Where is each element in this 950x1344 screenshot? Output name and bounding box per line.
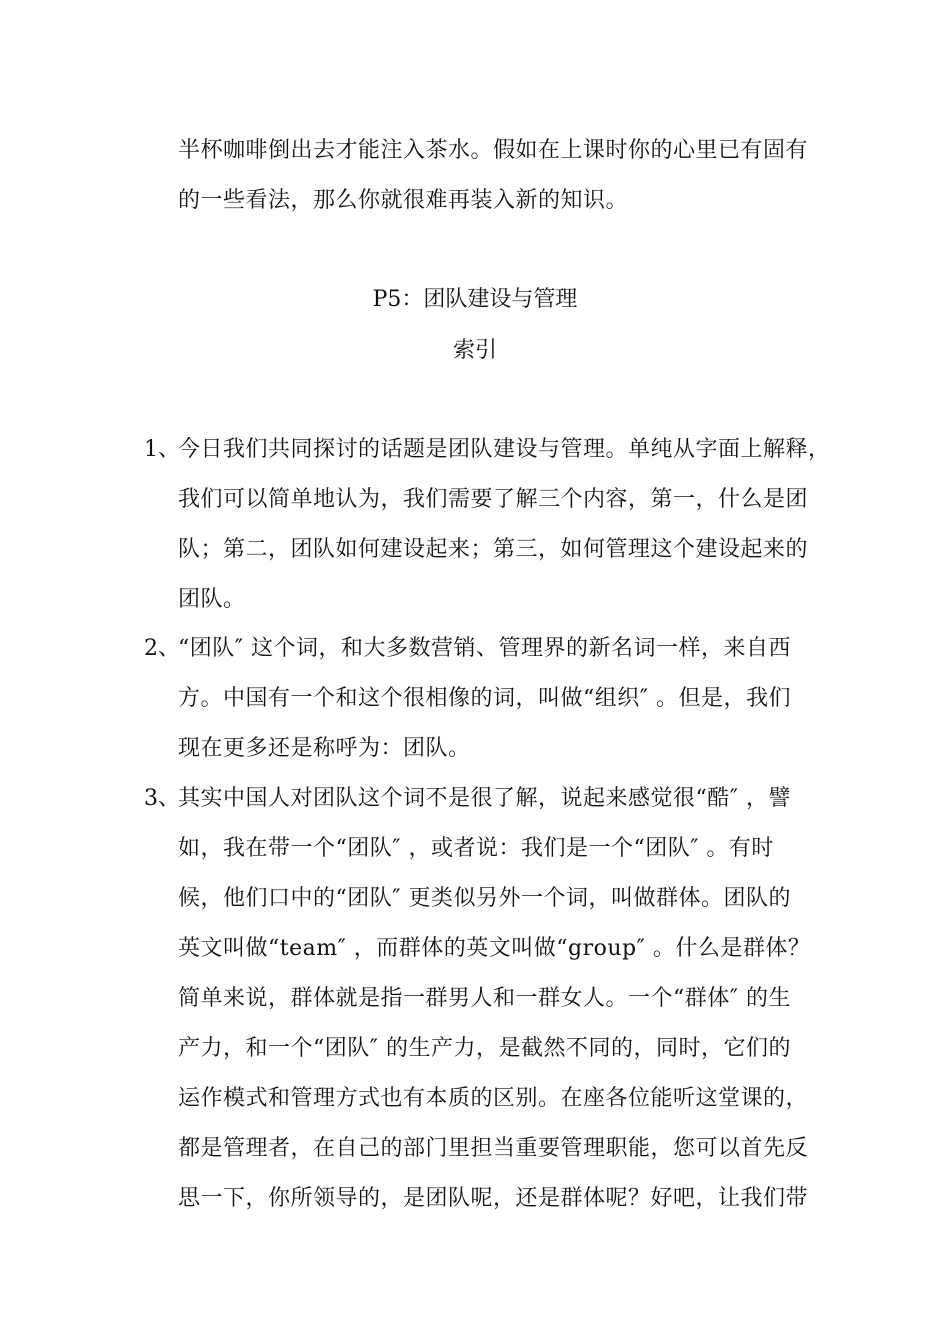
item-1-line-3: 队；第二，团队如何建设起来；第三，如何管理这个建设起来的 [178, 537, 809, 562]
item-2-line-2: 方。中国有一个和这个很相像的词，叫做“组织″ 。但是，我们 [178, 686, 791, 711]
item-3-line-4: 英文叫做“team″ ，而群体的英文叫做“group″ 。什么是群体？ [178, 936, 811, 961]
item-2-line-1: “团队″ 这个词，和大多数营销、管理界的新名词一样，来自西 [178, 636, 791, 661]
item-1-line-4: 团队。 [178, 587, 246, 612]
item-3-line-7: 运作模式和管理方式也有本质的区别。在座各位能听这堂课的， [178, 1086, 809, 1111]
item-3-line-9: 思一下，你所领导的，是团队呢，还是群体呢？好吧，让我们带 [178, 1186, 809, 1211]
item-2-line-3: 现在更多还是称呼为：团队。 [178, 736, 471, 761]
item-3-line-2: 如，我在带一个“团队″ ，或者说：我们是一个“团队″ 。有时 [178, 836, 774, 861]
item-1-line-1: 今日我们共同探讨的话题是团队建设与管理。单纯从字面上解释， [178, 437, 831, 462]
item-3-line-8: 都是管理者，在自己的部门里担当重要管理职能，您可以首先反 [178, 1136, 809, 1161]
item-3-line-5: 简单来说，群体就是指一群男人和一群女人。一个“群体″ 的生 [178, 986, 791, 1011]
item-1-line-2: 我们可以简单地认为，我们需要了解三个内容，第一，什么是团 [178, 487, 809, 512]
item-3-line-6: 产力，和一个“团队″ 的生产力，是截然不同的，同时，它们的 [178, 1036, 791, 1061]
item-3-number: 3、 [144, 786, 180, 811]
item-2-number: 2、 [144, 636, 180, 661]
item-3-line-3: 候，他们口中的“团队″ 更类似另外一个词，叫做群体。团队的 [178, 886, 791, 911]
intro-line-2: 的一些看法，那么你就很难再装入新的知识。 [178, 188, 629, 213]
section-subtitle: 索引 [452, 338, 497, 363]
section-title: P5：团队建设与管理 [372, 287, 578, 312]
item-3-line-1: 其实中国人对团队这个词不是很了解，说起来感觉很“酷″ ，譬 [178, 786, 791, 811]
intro-line-1: 半杯咖啡倒出去才能注入茶水。假如在上课时你的心里已有固有 [178, 138, 809, 163]
item-1-number: 1、 [144, 437, 180, 462]
